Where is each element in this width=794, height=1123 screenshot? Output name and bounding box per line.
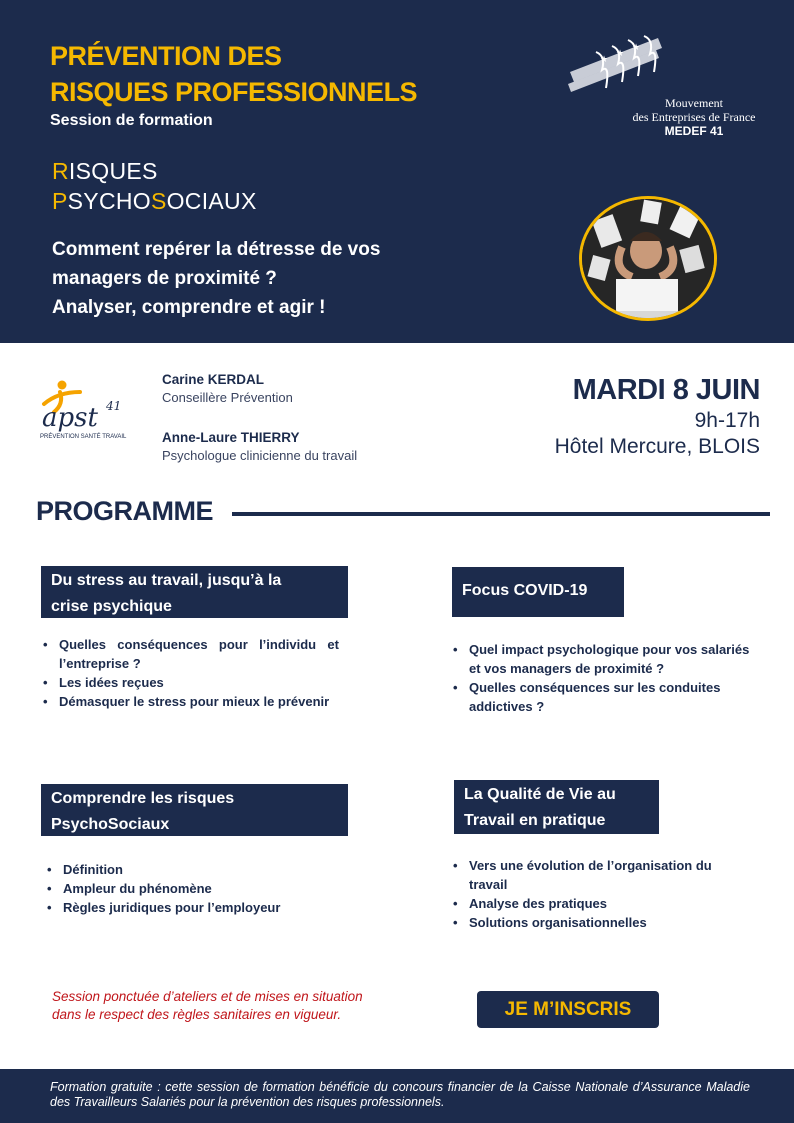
list-item: • Définition: [45, 860, 345, 879]
stressed-worker-photo: [579, 196, 717, 321]
list-item: • Les idées reçues: [41, 673, 339, 692]
question-line: managers de proximité ?: [52, 268, 277, 289]
svg-text:★: ★: [632, 42, 641, 52]
svg-text:★: ★: [616, 48, 625, 58]
topic-initial: P: [52, 188, 68, 214]
apst-logo-text: apst: [42, 403, 98, 433]
speaker-role: Psychologue clinicienne du travail: [162, 448, 358, 463]
footer: [0, 1069, 794, 1123]
event-place: Hôtel Mercure, BLOIS: [554, 435, 760, 458]
topic-initial: S: [150, 188, 167, 214]
event-hours: 9h-17h: [694, 409, 760, 432]
speaker-role: Conseillère Prévention: [162, 390, 293, 405]
list-item: • Vers une évolution de l’organisation du travail: [451, 856, 751, 894]
medef-name: [614, 96, 774, 138]
question-line: Comment repérer la détresse de vos: [52, 239, 381, 260]
list-item: • Analyse des pratiques: [451, 894, 751, 913]
footer-text: Formation gratuite : cette session de formation bénéficie du concours financier de la Caisse Nationale d’Assurance Maladie des Travailleurs Salariés pour la prévention des risques professionnels.: [50, 1080, 750, 1109]
svg-text:★: ★: [600, 54, 609, 64]
medef-line: MEDEF 41: [664, 124, 724, 138]
section-heading-line: Focus COVID-19: [462, 582, 588, 599]
speaker-1: [162, 371, 293, 407]
section-heading-line: La Qualité de Vie au: [464, 786, 616, 803]
medef-logo: [566, 32, 766, 144]
main-title: [50, 38, 417, 110]
section-list-covid: [451, 640, 761, 716]
topic-text: ISQUES: [68, 158, 158, 184]
apst-figure-icon: [38, 376, 138, 442]
list-item: • Démasquer le stress pour mieux le prévenir: [41, 692, 339, 711]
section-heading-line: Comprendre les risques: [51, 790, 235, 807]
event-details: [555, 372, 760, 460]
speaker-name: Carine KERDAL: [162, 372, 265, 387]
list-item: • Règles juridiques pour l’employeur: [45, 898, 345, 917]
question-line: Analyser, comprendre et agir !: [52, 297, 326, 318]
speaker-name: Anne-Laure THIERRY: [162, 430, 300, 445]
apst41-logo: [38, 376, 138, 442]
section-heading-qvt: [454, 780, 659, 834]
header-banner: [0, 0, 794, 343]
apst-logo-tagline: PRÉVENTION SANTÉ TRAVAIL: [40, 434, 127, 440]
section-heading-stress: [41, 566, 348, 618]
topic-line-2: [52, 186, 257, 216]
list-item: • Quelles conséquences sur les conduites addictives ?: [451, 678, 761, 716]
session-note: [52, 988, 422, 1024]
section-heading-covid: [452, 567, 624, 617]
programme-divider: [232, 512, 770, 516]
event-date: MARDI 8 JUIN: [572, 374, 760, 406]
medef-line: des Entreprises de France: [632, 110, 756, 124]
topic-initial: R: [52, 158, 69, 184]
key-question: [52, 235, 380, 322]
section-heading-line: crise psychique: [51, 598, 172, 615]
main-title-line: PRÉVENTION DES: [50, 41, 282, 71]
medef-emblem-icon: [566, 32, 666, 102]
section-heading-line: Travail en pratique: [464, 812, 606, 829]
apst-logo-number: 41: [106, 399, 122, 413]
medef-line: Mouvement: [665, 96, 723, 110]
note-line: Session ponctuée d’ateliers et de mises en situation: [52, 989, 363, 1004]
list-item: • Quelles conséquences pour l’individu et l’entreprise ?: [41, 635, 339, 673]
topic-title: [52, 156, 257, 216]
section-list-rps: [45, 860, 345, 917]
section-heading-line: PsychoSociaux: [51, 816, 170, 833]
topic-text: OCIAUX: [166, 188, 257, 214]
section-heading-line: Du stress au travail, jusqu’à la: [51, 572, 282, 589]
section-list-stress: [41, 635, 339, 711]
section-heading-rps: [41, 784, 348, 836]
register-button[interactable]: JE M’INSCRIS: [477, 991, 659, 1028]
list-item: • Quel impact psychologique pour vos salariés et vos managers de proximité ?: [451, 640, 761, 678]
main-title-line: RISQUES PROFESSIONNELS: [50, 77, 418, 107]
speaker-2: [162, 429, 357, 465]
subtitle: Session de formation: [50, 112, 213, 129]
topic-text: SYCHO: [67, 188, 151, 214]
note-line: dans le respect des règles sanitaires en vigueur.: [52, 1007, 342, 1022]
list-item: • Ampleur du phénomène: [45, 879, 345, 898]
section-list-qvt: [451, 856, 751, 932]
programme-title: PROGRAMME: [36, 496, 213, 526]
list-item: • Solutions organisationnelles: [451, 913, 751, 932]
topic-line-1: [52, 156, 257, 186]
